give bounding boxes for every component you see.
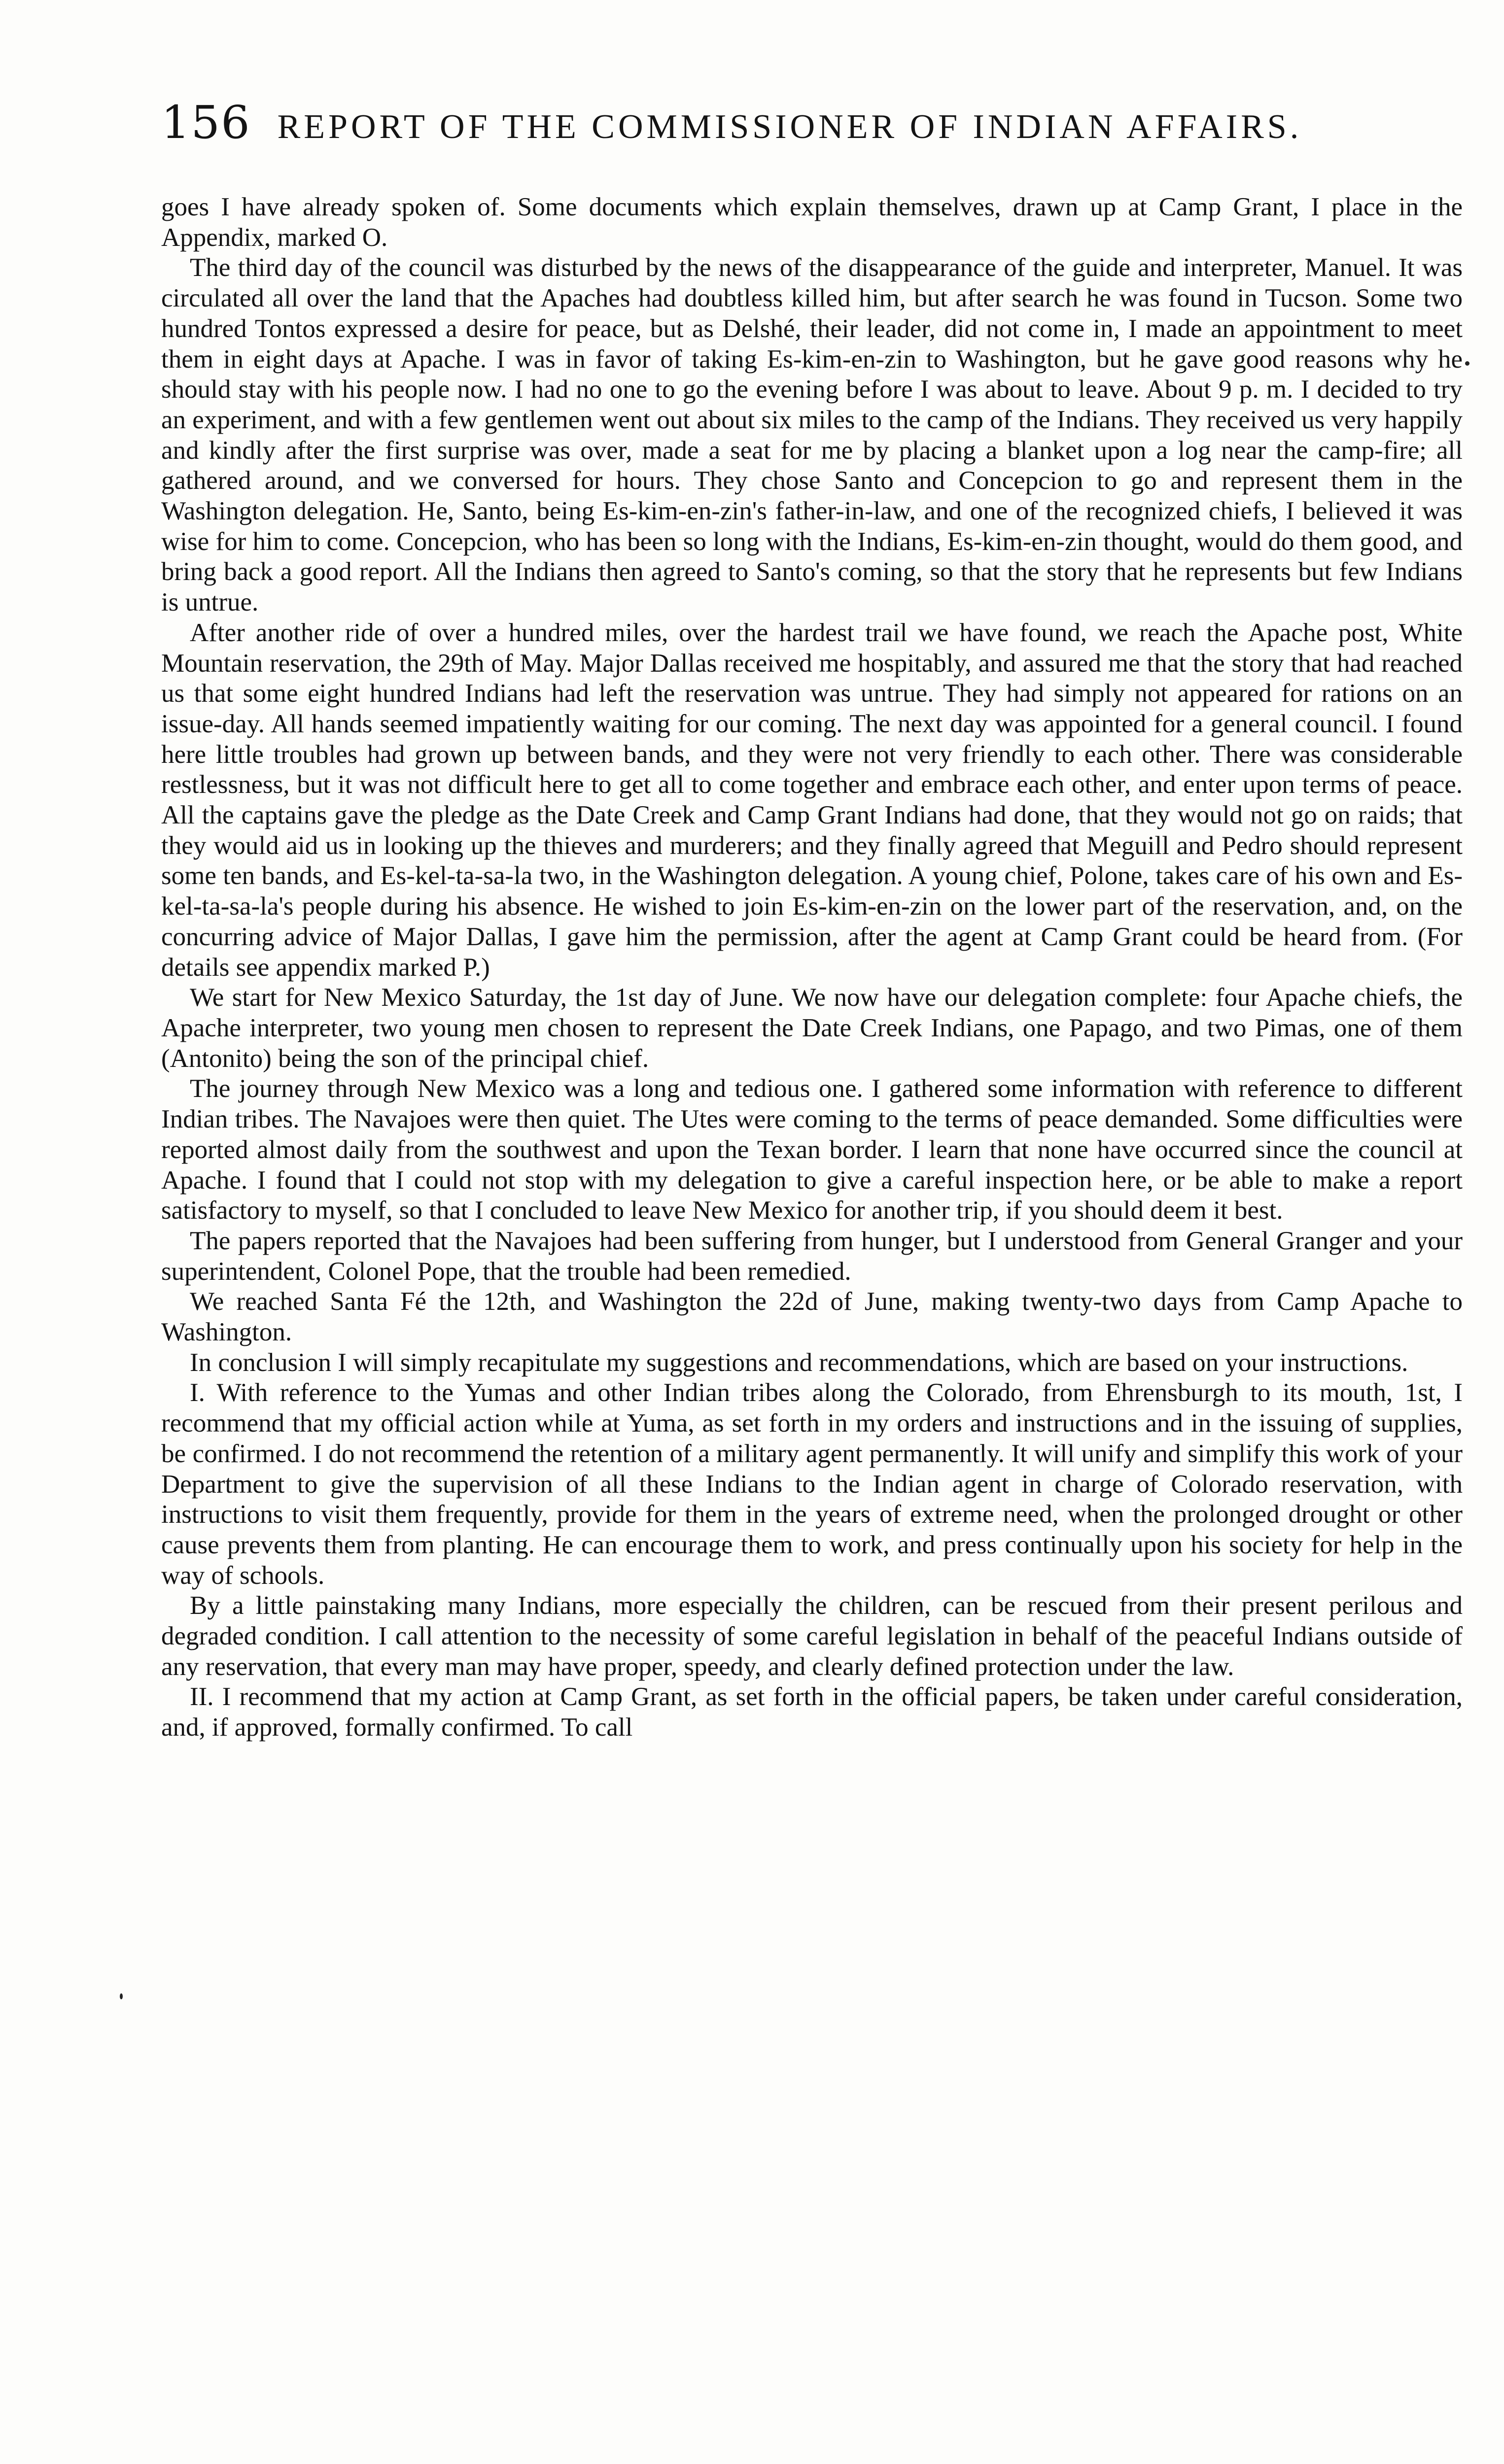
ink-speck: [120, 1993, 123, 1999]
paragraph: By a little painstaking many Indians, more especially the children, can be rescued from their present perilous and degraded condition. I call attention to the necessity of some careful legislation in behalf of the peaceful Indians outside of any reservation, that every man may have proper, speedy, and clearly defined protection under the law.: [161, 1591, 1463, 1681]
running-title: REPORT OF THE COMMISSIONER OF INDIAN AFFAIRS.: [277, 108, 1302, 146]
paragraph: I. With reference to the Yumas and other Indian tribes along the Colorado, from Ehrensburgh to its mouth, 1st, I recommend that my official action while at Yuma, as set forth in my orders and instructions and in the issuing of supplies, be confirmed. I do not recommend the retention of a military agent permanently. It will unify and simplify this work of your Department to give the supervision of all these Indians to the Indian agent in charge of Colorado reservation, with instructions to visit them frequently, provide for them in the years of extreme need, when the prolonged drought or other cause prevents them from planting. He can encourage them to work, and press continually upon his society for help in the way of schools.: [161, 1378, 1463, 1590]
paragraph: We start for New Mexico Saturday, the 1st day of June. We now have our delegation complete: four Apache chiefs, the Apache interpreter, two young men chosen to represent the Date Creek Indians, one Papago, and two Pimas, one of them (Antonito) being the son of the principal chief.: [161, 983, 1463, 1073]
paragraph: II. I recommend that my action at Camp Grant, as set forth in the official papers, be taken under careful consideration, and, if approved, formally confirmed. To call: [161, 1682, 1463, 1742]
page-number: 156: [161, 96, 251, 149]
paragraph: In conclusion I will simply recapitulate my suggestions and recommendations, which are based on your instructions.: [190, 1348, 1408, 1377]
paragraph: goes I have already spoken of. Some documents which explain themselves, drawn up at Camp Grant, I place in the Appendix, marked O.: [161, 193, 1463, 252]
paragraph: The third day of the council was disturbed by the news of the disappearance of the guide and interpreter, Manuel. It was circulated all over the land that the Apaches had doubtless killed him, but after search he was found in Tucson. Some two hundred Tontos expressed a desire for peace, but as Delshé, their leader, did not come in, I made an appointment to meet them in eight days at Apache. I was in favor of taking Es-kim-en-zin to Washington, but he gave good reasons why he should stay with his people now. I had no one to go the evening before I was about to leave. About 9 p. m. I decided to try an experiment, and with a few gentlemen went out about six miles to the camp of the Indians. They received us very happily and kindly after the first surprise was over, made a seat for me by placing a blanket upon a log near the camp-fire; all gathered around, and we conversed for hours. They chose Santo and Concepcion to go and represent them in the Washington delegation. He, Santo, being Es-kim-en-zin's father-in-law, and one of the recognized chiefs, I believed it was wise for him to come. Concepcion, who has been so long with the Indians, Es-kim-en-zin thought, would do them good, and bring back a good report. All the Indians then agreed to Santo's coming, so that the story that he represents but few Indians is untrue.: [161, 253, 1463, 617]
paragraph: The journey through New Mexico was a long and tedious one. I gathered some information with reference to different Indian tribes. The Navajoes were then quiet. The Utes were coming to the terms of peace demanded. Some difficulties were reported almost daily from the southwest and upon the Texan border. I learn that none have occurred since the council at Apache. I found that I could not stop with my delegation to give a careful inspection here, or be able to make a report satisfactory to myself, so that I concluded to leave New Mexico for another trip, if you should deem it best.: [161, 1074, 1463, 1225]
body-text: [161, 192, 1463, 1743]
paragraph: We reached Santa Fé the 12th, and Washington the 22d of June, making twenty-two days from Camp Apache to Washington.: [161, 1287, 1463, 1347]
paragraph: After another ride of over a hundred miles, over the hardest trail we have found, we reach the Apache post, White Mountain reservation, the 29th of May. Major Dallas received me hospitably, and assured me that the story that had reached us that some eight hundred Indians had left the reservation was untrue. They had simply not appeared for rations on an issue-day. All hands seemed impatiently waiting for our coming. The next day was appointed for a general council. I found here little troubles had grown up between bands, and they were not very friendly to each other. There was considerable restlessness, but it was not difficult here to get all to come together and embrace each other, and enter upon terms of peace. All the captains gave the pledge as the Date Creek and Camp Grant Indians had done, that they would not go on raids; that they would aid us in looking up the thieves and murderers; and they finally agreed that Meguill and Pedro should represent some ten bands, and Es-kel-ta-sa-la two, in the Washington delegation. A young chief, Polone, takes care of his own and Es-kel-ta-sa-la's people during his absence. He wished to join Es-kim-en-zin on the lower part of the reservation, and, on the concurring advice of Major Dallas, I gave him the permission, after the agent at Camp Grant could be heard from. (For details see appendix marked P.): [161, 618, 1463, 982]
paragraph: The papers reported that the Navajoes had been suffering from hunger, but I understood from General Granger and your superintendent, Colonel Pope, that the trouble had been remedied.: [161, 1226, 1463, 1286]
ink-speck: [1465, 361, 1469, 366]
page-header: [161, 96, 1463, 160]
